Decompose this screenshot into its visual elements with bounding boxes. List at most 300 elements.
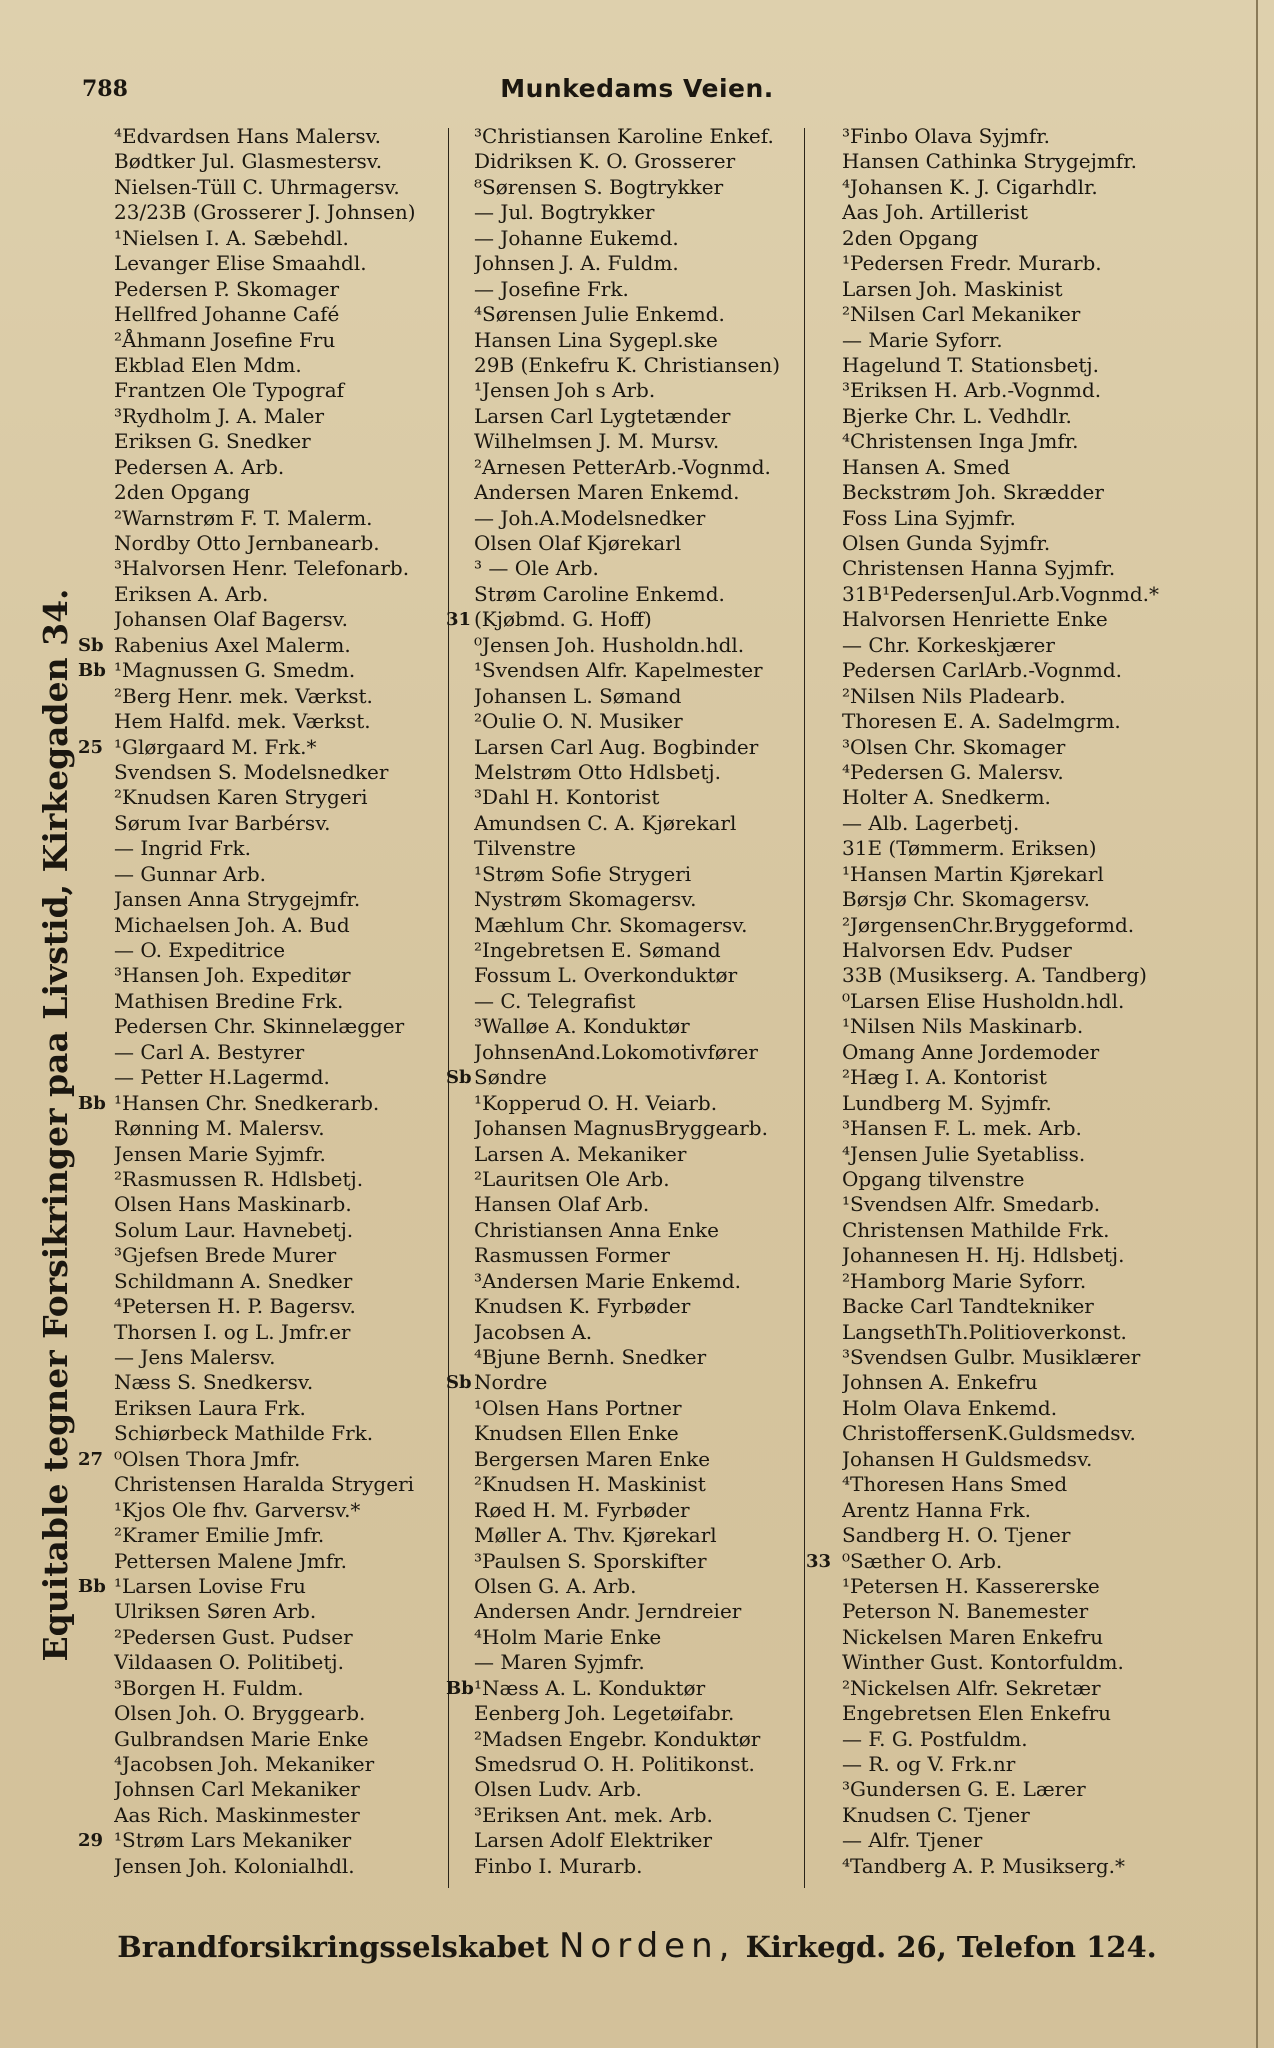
entry-text: Johansen Olaf Bagersv. [114,607,348,632]
directory-entry [806,1370,1168,1395]
entry-text: 29B (Enkefru K. Christiansen) [474,352,781,377]
entry-marker [806,862,842,887]
directory-entry [446,1142,802,1167]
entry-marker [78,1014,114,1039]
entry-text: Schildmann A. Snedker [114,1268,353,1293]
entry-text: Gulbrandsen Marie Enke [114,1726,369,1751]
entry-text: Johnsen Carl Mekaniker [114,1777,360,1802]
entry-text: ²Hamborg Marie Syforr. [842,1268,1087,1293]
directory-entry [446,862,802,887]
entry-text: Eenberg Joh. Legetøifabr. [474,1701,735,1726]
entry-text: Foss Lina Syjmfr. [842,505,1016,530]
entry-marker [78,887,114,912]
entry-marker [806,1243,842,1268]
entry-marker [446,175,474,200]
directory-entry [446,1574,802,1599]
entry-text: Jensen Joh. Kolonialhdl. [114,1853,355,1878]
directory-entry [446,1625,802,1650]
entry-text: Andersen Andr. Jerndreier [474,1599,742,1624]
entry-text: Engebretsen Elen Enkefru [842,1701,1112,1726]
entry-text: — Jens Malersv. [114,1345,276,1369]
entry-text: LangsethTh.Politioverkonst. [842,1319,1127,1344]
entry-text: ²Hæg I. A. Kontorist [842,1065,1047,1090]
entry-text: — Maren Syjmfr. [474,1650,645,1675]
directory-entry [78,989,442,1014]
entry-marker [446,1040,474,1065]
entry-text: Bergersen Maren Enke [474,1446,711,1471]
entry-marker [78,404,114,429]
directory-entry [78,1396,442,1421]
directory-entry [806,1549,1168,1574]
entry-marker [806,963,842,988]
entry-marker [446,480,474,505]
directory-entry [78,1192,442,1217]
entry-text: ²Nickelsen Alfr. Sekretær [842,1675,1101,1700]
directory-entry [78,1345,442,1370]
directory-entry [446,1752,802,1777]
entry-marker [806,1345,842,1370]
directory-entry [806,404,1168,429]
entry-marker [446,938,474,963]
entry-text: Frantzen Ole Typograf [114,378,345,403]
directory-column-2 [446,124,802,1879]
directory-entry [446,1803,802,1828]
entry-marker [78,531,114,556]
side-advertisement: Equitable tegner Forsikringer paa Livstid, Kirkegaden 34. [36,588,75,1662]
entry-text: Eriksen G. Snedker [114,429,311,454]
entry-marker [78,1243,114,1268]
entry-text: ³Svendsen Gulbr. Musiklærer [842,1345,1141,1369]
directory-entry [78,1269,442,1294]
entry-text: Knudsen K. Fyrbøder [474,1294,691,1319]
directory-entry [446,735,802,760]
entry-marker [806,913,842,938]
directory-entry [446,582,802,607]
directory-entry [446,149,802,174]
entry-marker: Bb [78,1092,106,1114]
directory-entry [446,913,802,938]
directory-entry [78,328,442,353]
entry-text: — Gunnar Arb. [114,861,266,886]
directory-entry [446,1701,802,1726]
entry-marker [446,429,474,454]
directory-entry [446,633,802,658]
entry-text: Halvorsen Henriette Enke [842,607,1108,632]
entry-text: ⁴Jensen Julie Syetabliss. [842,1141,1086,1166]
directory-entry [78,1752,442,1777]
directory-entry [446,1828,802,1853]
entry-text: ²Nilsen Carl Mekaniker [842,302,1081,327]
entry-text: ³Eriksen Ant. mek. Arb. [474,1802,713,1827]
entry-marker [78,1370,114,1395]
entry-marker [806,1599,842,1624]
entry-marker [446,1243,474,1268]
directory-entry [806,429,1168,454]
entry-marker [446,1549,474,1574]
entry-text: Hansen Cathinka Strygejmfr. [842,149,1137,174]
entry-marker [446,1345,474,1370]
directory-entry [78,251,442,276]
entry-marker [806,1294,842,1319]
entry-marker [446,1523,474,1548]
directory-entry [446,1320,802,1345]
entry-marker [806,1574,842,1599]
entry-marker [446,404,474,429]
directory-entry [806,149,1168,174]
entry-text: — O. Expeditrice [114,938,286,962]
directory-entry [78,124,442,149]
directory-entry [806,785,1168,810]
entry-text: Pedersen P. Skomager [114,276,339,301]
entry-text: ⁴Pedersen G. Malersv. [842,759,1064,784]
entry-text: Larsen A. Mekaniker [474,1141,687,1166]
directory-entry [806,277,1168,302]
directory-entry [806,506,1168,531]
page-number: 788 [82,76,128,102]
entry-text: — Marie Syforr. [842,327,1003,352]
entry-marker [78,989,114,1014]
entry-text: ⁴Edvardsen Hans Malersv. [114,124,381,148]
entry-text: ³Paulsen S. Sporskifter [474,1548,707,1573]
entry-text: Didriksen K. O. Grosserer [474,149,736,174]
directory-entry [806,1142,1168,1167]
entry-marker [806,1828,842,1853]
entry-marker [78,938,114,963]
entry-marker [78,1040,114,1065]
entry-text: ²Åhmann Josefine Fru [114,327,336,352]
directory-entry [78,302,442,327]
directory-entry [78,862,442,887]
directory-entry [78,735,442,760]
entry-marker: Sb [446,1372,472,1394]
directory-entry [446,887,802,912]
entry-text: Amundsen C. A. Kjørekarl [474,810,737,835]
entry-marker: 33 [806,1550,832,1572]
directory-entry [806,1472,1168,1497]
directory-entry [806,658,1168,683]
entry-marker [806,760,842,785]
entry-marker [446,1142,474,1167]
entry-marker: Bb [78,1575,106,1597]
entry-marker [446,1294,474,1319]
entry-marker [806,251,842,276]
entry-marker [446,1116,474,1141]
entry-text: ³Halvorsen Henr. Telefonarb. [114,556,410,581]
entry-marker: Sb [446,1067,472,1089]
entry-text: Bødtker Jul. Glasmestersv. [114,149,383,174]
entry-text: Thorsen I. og L. Jmfr.er [114,1319,351,1344]
entry-text: Ulriksen Søren Arb. [114,1599,317,1624]
entry-marker [78,836,114,861]
entry-text: 2den Opgang [114,480,251,505]
entry-marker [446,1752,474,1777]
entry-marker [806,1523,842,1548]
entry-text: — Alfr. Tjener [842,1828,983,1853]
directory-entry [78,1320,442,1345]
entry-text: Olsen Hans Maskinarb. [114,1192,352,1217]
entry-marker [78,1218,114,1243]
entry-text: Solum Laur. Havnebetj. [114,1217,354,1242]
entry-marker [806,989,842,1014]
entry-marker [78,1777,114,1802]
entry-marker [806,353,842,378]
entry-text: ³Gundersen G. E. Lærer [842,1777,1086,1802]
directory-entry [78,1549,442,1574]
entry-text: ³Olsen Chr. Skomager [842,734,1066,759]
entry-text: ¹Jensen Joh s Arb. [474,378,656,403]
entry-marker [806,1091,842,1116]
entry-text: Wilhelmsen J. M. Mursv. [474,429,720,454]
entry-marker [78,1345,114,1370]
directory-entry [806,1727,1168,1752]
entry-marker [806,1116,842,1141]
directory-entry [806,735,1168,760]
entry-text: ²Knudsen H. Maskinist [474,1472,706,1497]
entry-text: Nordre [474,1370,548,1395]
entry-marker [806,938,842,963]
entry-marker [806,1650,842,1675]
entry-text: Finbo I. Murarb. [474,1853,643,1878]
entry-marker [78,1269,114,1294]
directory-entry [806,1803,1168,1828]
entry-marker [78,1294,114,1319]
directory-entry [446,251,802,276]
directory-entry [446,963,802,988]
entry-marker [446,633,474,658]
entry-marker [78,251,114,276]
directory-entry [806,1650,1168,1675]
entry-marker [446,1014,474,1039]
directory-entry [78,480,442,505]
entry-text: Eriksen A. Arb. [114,581,269,606]
directory-entry [446,1370,802,1395]
entry-text: 33B (Musikserg. A. Tandberg) [842,963,1147,988]
entry-marker [806,836,842,861]
directory-entry [446,531,802,556]
directory-entry [446,124,802,149]
entry-marker [78,1116,114,1141]
entry-text: Olsen Gunda Syjmfr. [842,531,1051,555]
directory-entry [78,1828,442,1853]
entry-marker [78,1498,114,1523]
directory-entry [78,506,442,531]
directory-entry [806,1498,1168,1523]
entry-text: — Josefine Frk. [474,276,629,301]
entry-text: ²Pedersen Gust. Pudser [114,1624,353,1649]
directory-entry [806,226,1168,251]
directory-entry [78,633,442,658]
entry-text: ¹Larsen Lovise Fru [114,1573,306,1598]
directory-entry [78,1676,442,1701]
entry-text: Larsen Carl Aug. Bogbinder [474,734,759,759]
entry-marker [446,1447,474,1472]
directory-entry [806,302,1168,327]
entry-marker [446,455,474,480]
entry-marker: Bb [446,1677,474,1699]
entry-marker [806,506,842,531]
directory-entry [806,200,1168,225]
directory-entry [806,1625,1168,1650]
entry-text: ³Dahl H. Kontorist [474,785,660,810]
entry-marker [446,760,474,785]
directory-entry [78,1116,442,1141]
entry-text: Hansen Lina Sygepl.ske [474,327,718,352]
entry-text: 23/23B (Grosserer J. Johnsen) [114,200,416,225]
entry-marker [446,1192,474,1217]
entry-text: ⁴Thoresen Hans Smed [842,1472,1068,1497]
entry-text: Ekblad Elen Mdm. [114,352,302,377]
directory-entry [78,1701,442,1726]
directory-entry [78,607,442,632]
directory-entry [806,124,1168,149]
directory-entry [806,913,1168,938]
entry-text: ³Hansen F. L. mek. Arb. [842,1116,1082,1141]
entry-marker [78,1650,114,1675]
entry-text: Halvorsen Edv. Pudser [842,938,1072,962]
entry-text: — Carl A. Bestyrer [114,1039,305,1064]
entry-text: 2den Opgang [842,225,979,250]
entry-text: ⁴Johansen K. J. Cigarhdlr. [842,174,1098,199]
directory-entry [446,378,802,403]
entry-text: Holm Olava Enkemd. [842,1395,1058,1420]
entry-marker [806,887,842,912]
entry-text: Larsen Carl Lygtetænder [474,403,731,428]
entry-text: ¹Pedersen Fredr. Murarb. [842,251,1102,276]
footer-suffix: Kirkegd. 26, Telefon 124. [745,1930,1157,1964]
directory-entry [78,1065,442,1090]
entry-marker: Sb [78,634,104,656]
entry-text: Hem Halfd. mek. Værkst. [114,709,371,734]
entry-text: ²Lauritsen Ole Arb. [474,1166,670,1191]
entry-text: ¹Næss A. L. Konduktør [474,1675,706,1700]
entry-text: ¹Petersen H. Kassererske [842,1573,1100,1598]
directory-entry [446,658,802,683]
directory-entry [78,1650,442,1675]
entry-marker [806,1447,842,1472]
entry-text: Pedersen Chr. Skinnelægger [114,1014,405,1039]
entry-marker [446,124,474,149]
directory-entry [78,658,442,683]
directory-entry [446,455,802,480]
entry-marker [806,1727,842,1752]
entry-marker [78,1701,114,1726]
directory-entry [78,455,442,480]
directory-entry [446,1116,802,1141]
directory-entry [78,1294,442,1319]
entry-text: ⁰Jensen Joh. Husholdn.hdl. [474,632,745,657]
entry-marker [806,556,842,581]
entry-marker [78,1421,114,1446]
entry-marker [78,1192,114,1217]
entry-marker [78,1803,114,1828]
entry-text: Nickelsen Maren Enkefru [842,1624,1104,1649]
directory-entry [446,556,802,581]
directory-entry [78,378,442,403]
directory-entry [446,1549,802,1574]
entry-text: Olsen G. A. Arb. [474,1573,637,1598]
entry-marker [806,633,842,658]
entry-text: ⁴Bjune Bernh. Snedker [474,1345,707,1369]
entry-text: ¹Strøm Sofie Strygeri [474,861,692,886]
directory-entry [806,1040,1168,1065]
entry-text: Bjerke Chr. L. Vedhdlr. [842,403,1072,428]
entry-text: Vildaasen O. Politibetj. [114,1650,344,1675]
entry-text: Mæhlum Chr. Skomagersv. [474,912,748,937]
directory-entry [78,1777,442,1802]
entry-marker [446,1854,474,1879]
entry-marker [806,785,842,810]
directory-column-3 [806,124,1168,1879]
directory-entry [446,1727,802,1752]
entry-text: Winther Gust. Kontorfuldm. [842,1650,1124,1675]
directory-entry [446,277,802,302]
entry-marker [446,1218,474,1243]
entry-text: Christensen Mathilde Frk. [842,1217,1110,1242]
directory-entry [78,1014,442,1039]
entry-text: ²Knudsen Karen Strygeri [114,785,368,810]
entry-marker [806,607,842,632]
street-heading: Munkedams Veien. [500,74,774,103]
entry-marker [78,328,114,353]
directory-entry [806,1269,1168,1294]
entry-text: ¹Svendsen Alfr. Kapelmester [474,658,763,683]
entry-text: Johansen H Guldsmedsv. [842,1446,1093,1471]
entry-marker [806,1625,842,1650]
entry-text: Olsen Ludv. Arb. [474,1777,642,1802]
directory-entry [446,302,802,327]
directory-entry [78,785,442,810]
entry-text: Nordby Otto Jernbanearb. [114,531,380,555]
entry-marker [78,1599,114,1624]
directory-entry [78,1599,442,1624]
directory-entry [78,200,442,225]
entry-marker [446,735,474,760]
entry-marker [78,506,114,531]
entry-text: ³Christiansen Karoline Enkef. [474,124,774,148]
entry-text: Christensen Hanna Syjmfr. [842,556,1116,581]
entry-text: ⁴Petersen H. P. Bagersv. [114,1294,356,1319]
entry-marker [78,1727,114,1752]
entry-marker [806,1854,842,1879]
directory-entry [446,836,802,861]
directory-entry [806,1065,1168,1090]
entry-marker [806,277,842,302]
entry-marker [78,455,114,480]
entry-marker [806,1269,842,1294]
entry-marker [78,124,114,149]
entry-text: ²Kramer Emilie Jmfr. [114,1523,325,1548]
entry-marker [446,1803,474,1828]
directory-entry [806,633,1168,658]
directory-entry [78,582,442,607]
directory-entry [78,760,442,785]
entry-marker [806,429,842,454]
entry-marker [78,556,114,581]
directory-entry [78,1243,442,1268]
directory-entry [446,1777,802,1802]
entry-marker [446,506,474,531]
entry-marker [806,582,842,607]
entry-marker [78,684,114,709]
entry-marker [78,862,114,887]
directory-entry [446,1243,802,1268]
entry-text: Schiørbeck Mathilde Frk. [114,1421,374,1446]
entry-text: ³Walløe A. Konduktør [474,1014,690,1039]
directory-entry [806,1294,1168,1319]
directory-entry [446,1447,802,1472]
directory-entry [806,582,1168,607]
directory-entry [78,1625,442,1650]
